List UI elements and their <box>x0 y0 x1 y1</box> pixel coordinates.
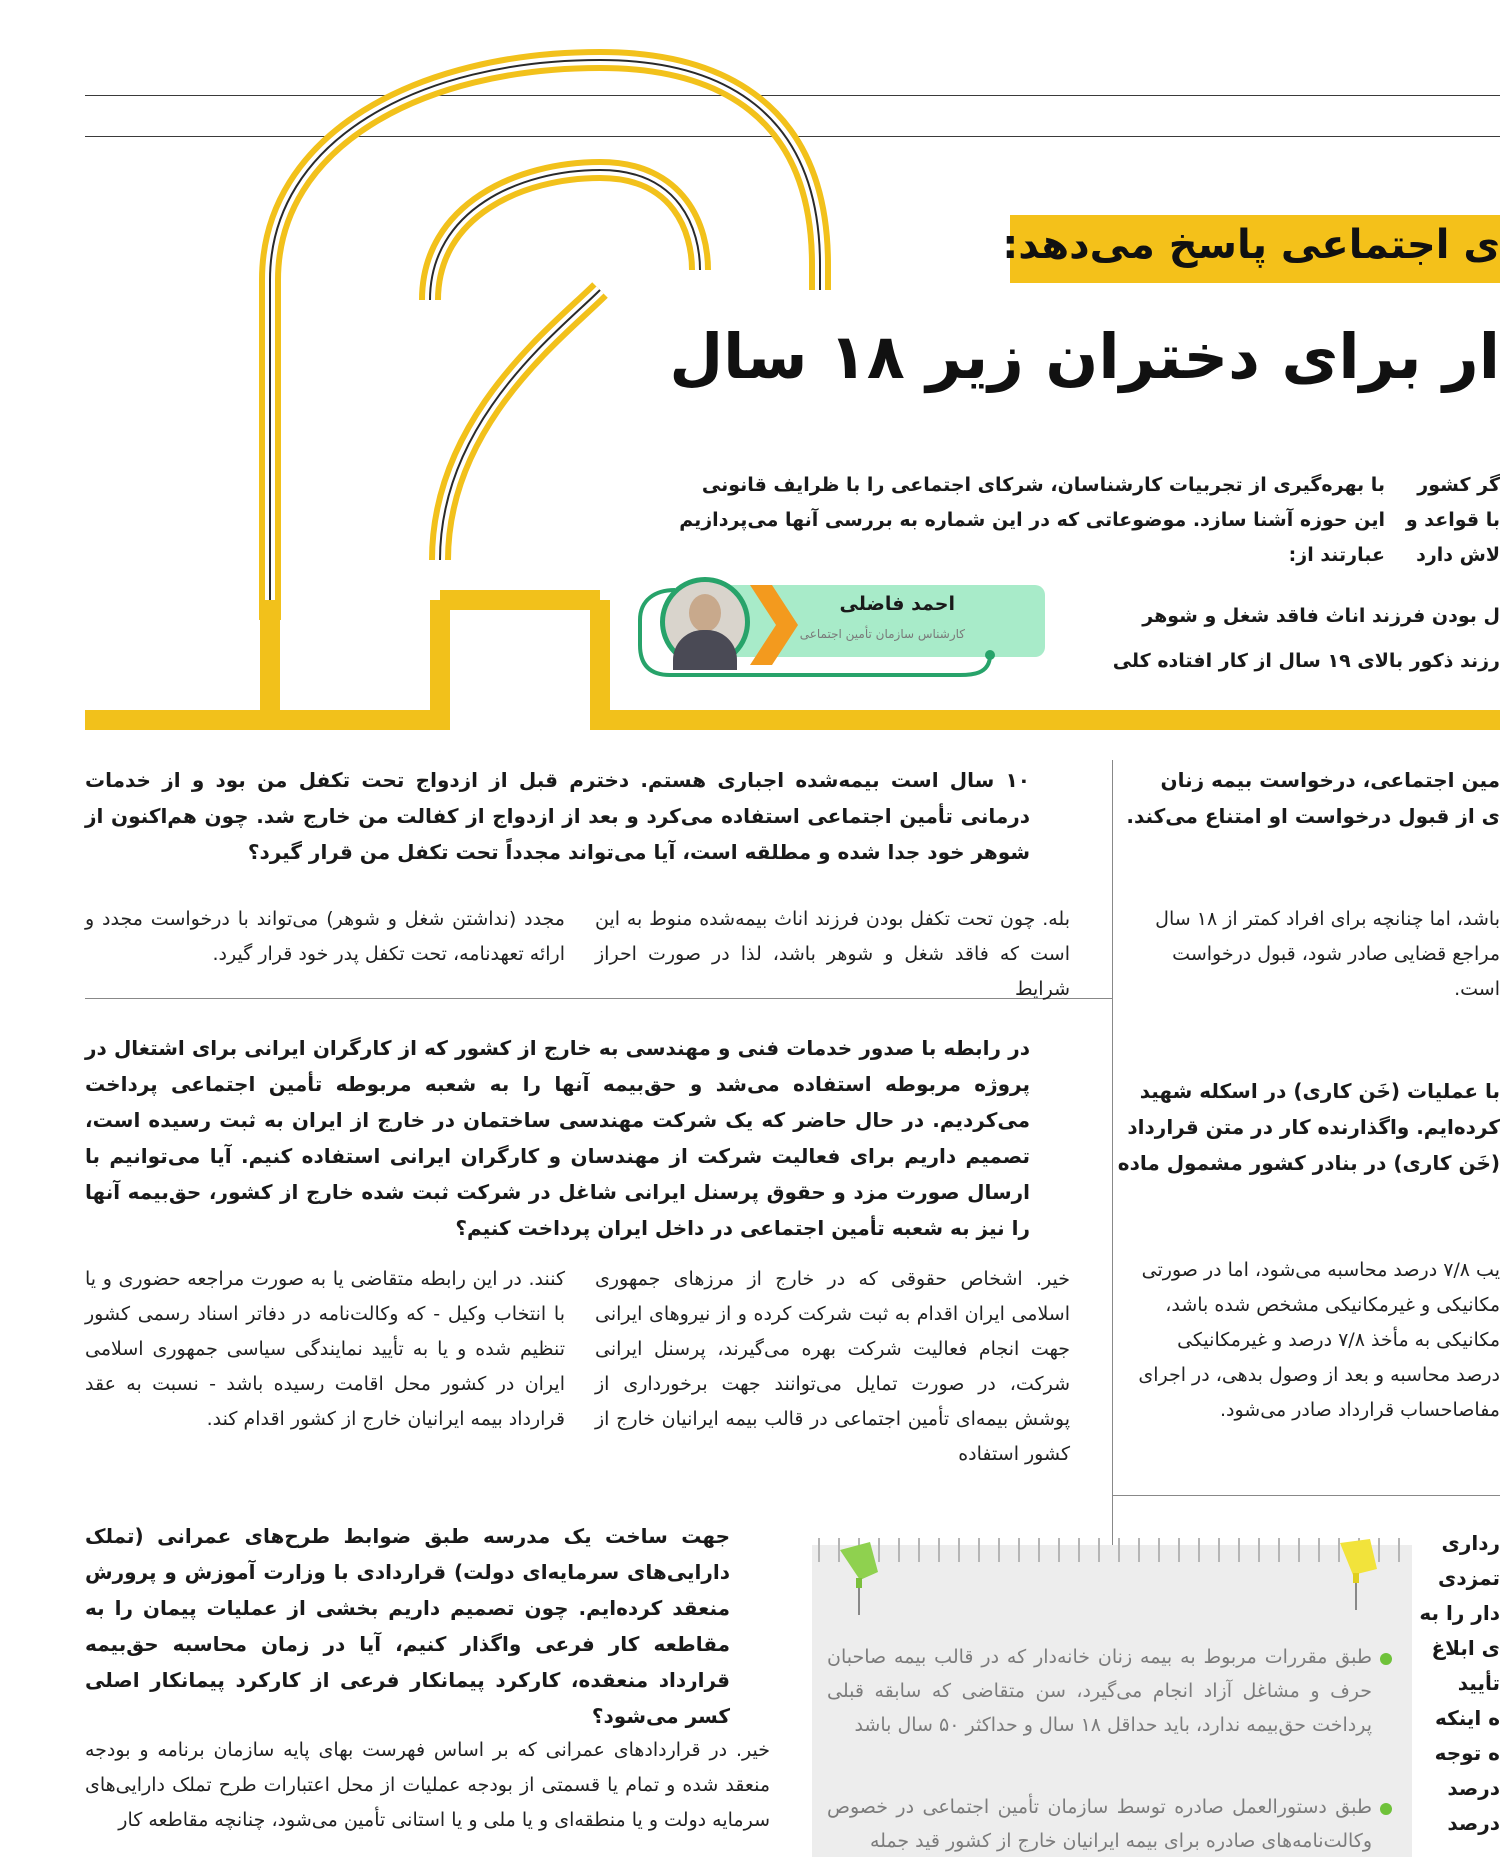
right-block2-line3: است. <box>1454 978 1500 1000</box>
section2-answer-left: کنند. در این رابطه متقاضی یا به صورت مراجعه حضوری و یا با انتخاب وکیل - که وکالت‌نامه در دفاتر اسناد رسمی کشور تنظیم شده و یا به تأیید نمایندگی سیاسی جمهوری اسلامی ایران در کشور محل اقامت رسیده باشد - نسبت به عقد قرارداد بیمه ایرانیان خارج از کشور اقدام کند. <box>85 1268 565 1430</box>
subtitle-banner-text: ی اجتماعی پاسخ می‌دهد: <box>1002 222 1500 268</box>
intro-right-3: لاش دارد <box>1416 544 1500 566</box>
section1-answer-left: مجدد (نداشتن شغل و شوهر) می‌تواند با درخواست مجدد و ارائه تعهدنامه، تحت تکفل پدر خود قرار گیرد. <box>85 908 565 965</box>
section2-answer-right: خیر. اشخاص حقوقی که در خارج از مرزهای جمهوری اسلامی ایران اقدام به ثبت شرکت کرده و از نیروهای ایرانی جهت انجام فعالیت شرکت بهره می‌گیرند، پرسنل ایرانی شرکت، در صورت تمایل می‌توانند جهت برخورداری از پوشش بیمه‌ای تأمین اجتماعی در قالب بیمه ایرانیان خارج از کشور استفاده <box>595 1268 1070 1465</box>
right-block5-line1: رداری <box>1441 1531 1500 1555</box>
intro-line-3: عبارتند از: <box>1288 544 1385 566</box>
right-block5-line8: درصد <box>1447 1776 1500 1800</box>
right-block5-line5: تأیید <box>1457 1671 1500 1695</box>
right-block1-line1: مین اجتماعی، درخواست بیمه زنان <box>1160 768 1500 792</box>
notepad-spiral <box>812 1538 1412 1562</box>
avatar-head <box>689 594 721 632</box>
yellow-pushpin-icon <box>1325 1535 1385 1615</box>
author-name: احمد فاضلی <box>839 593 955 615</box>
right-column-rule <box>1112 1495 1500 1496</box>
right-block3-line1: با عملیات (خَن کاری) در اسکله شهید <box>1139 1079 1500 1103</box>
intro-bullet-2: رزند ذکور بالای ۱۹ سال از کار افتاده کلی <box>1112 650 1500 672</box>
headline: ار برای دختران زیر ۱۸ سال <box>669 320 1500 393</box>
green-pushpin-icon <box>830 1540 890 1620</box>
intro-line-1: با بهره‌گیری از تجربیات کارشناسان، شرکای اجتماعی را با ظرایف قانونی <box>701 474 1385 496</box>
right-block5-line4: ی ابلاغ <box>1431 1636 1500 1660</box>
note-bullet-1 <box>1380 1653 1392 1665</box>
intro-line-2: این حوزه آشنا سازد. موضوعاتی که در این شماره به بررسی آنها می‌پردازیم <box>679 509 1385 531</box>
section1-answer-right: بله. چون تحت تکفل بودن فرزند اناث بیمه‌شده منوط به این است که فاقد شغل و شوهر باشد، لذا در صورت احراز شرایط <box>595 908 1070 1000</box>
right-block5-line9: درصد <box>1447 1811 1500 1835</box>
right-block4-line2: مکانیکی و غیرمکانیکی مشخص شده باشد، <box>1165 1294 1500 1316</box>
right-block3-line3: (خَن کاری) در بنادر کشور مشمول ماده <box>1117 1151 1500 1175</box>
note-item-2: طبق دستورالعمل صادره توسط سازمان تأمین اجتماعی در خصوص وکالت‌نامه‌های صادره برای بیمه ایرانیان خارج از کشور قید جمله <box>827 1796 1372 1852</box>
intro-bullet-1: ل بودن فرزند اناث فاقد شغل و شوهر <box>1142 605 1500 627</box>
avatar-body <box>673 630 737 670</box>
right-block2-line2: مراجع قضایی صادر شود، قبول درخواست <box>1172 943 1500 965</box>
right-block5-line6: ه اینکه <box>1434 1706 1500 1730</box>
right-block3-line2: کرده‌ایم. واگذارنده کار در متن قرارداد <box>1127 1115 1500 1139</box>
right-block1-line2: ی از قبول درخواست او امتناع می‌کند. <box>1126 804 1500 828</box>
right-block4-line1: یب ۷/۸ درصد محاسبه می‌شود، اما در صورتی <box>1141 1259 1500 1281</box>
right-block4-line5: مفاصاحساب قرارداد صادر می‌شود. <box>1219 1399 1500 1421</box>
note-bullet-2 <box>1380 1803 1392 1815</box>
right-block4-line4: درصد محاسبه و بعد از وصول بدهی، در اجرای <box>1138 1364 1500 1386</box>
section3-answer: خیر. در قراردادهای عمرانی که بر اساس فهرست بهای پایه سازمان برنامه و بودجه منعقد شده و تمام یا قسمتی از بودجه عملیات از محل اعتبارات طرح تملک دارایی‌های سرمایه دولت و یا منطقه‌ای و یا ملی و یا استانی تأمین می‌شود، چنانچه مقاطعه کار <box>85 1739 770 1831</box>
section1-question: ۱۰ سال است بیمه‌شده اجباری هستم. دخترم قبل از ازدواج تحت تکفل من بود و از خدمات درمانی تأمین اجتماعی استفاده می‌کرد و بعد از ازدواج از کفالت من خارج شد. چون هم‌اکنون از شوهر خود جدا شده و مطلقه است، آیا می‌تواند مجدداً تحت تکفل من قرار گیرد؟ <box>85 768 1030 864</box>
author-role: کارشناس سازمان تأمین اجتماعی <box>799 627 965 641</box>
section2-question: در رابطه با صدور خدمات فنی و مهندسی به خارج از کشور که از کارگران ایرانی برای اشتغال در پروژه مربوطه استفاده می‌شد و حق‌بیمه آنها را به شعبه مربوطه تأمین اجتماعی پرداخت می‌کردیم. در حال حاضر که یک شرکت مهندسی ساختمان در خارج از ایران به ثبت رسیده است، تصمیم داریم برای فعالیت شرکت از مهندسان و کارگران ایرانی استفاده کنیم. آیا می‌توانیم با ارسال صورت مزد و حقوق پرسنل ایرانی شاغل در شرکت ثبت شده خارج از کشور، حق‌بیمه آنها را نیز به شعبه تأمین اجتماعی در داخل ایران پرداخت کنیم؟ <box>85 1036 1030 1240</box>
note-item-1: طبق مقررات مربوط به بیمه زنان خانه‌دار که در قالب بیمه صاحبان حرف و مشاغل آزاد انجام می‌گیرد، سن متقاضی که سابقه قبلی پرداخت حق‌بیمه ندارد، باید حداقل ۱۸ سال و حداکثر ۵۰ سال باشد <box>827 1646 1372 1736</box>
right-block5-line2: تمزدی <box>1438 1566 1500 1590</box>
intro-right-1: گر کشور <box>1417 474 1500 496</box>
intro-right-2: با قواعد و <box>1405 509 1500 531</box>
author-avatar <box>660 577 750 667</box>
right-block5-line7: ه توجه <box>1434 1741 1500 1765</box>
notepad <box>812 1545 1412 1857</box>
right-block5-line3: دار را به <box>1419 1601 1500 1625</box>
right-block4-line3: مکانیکی به مأخذ ۷/۸ درصد و غیرمکانیکی <box>1177 1329 1500 1351</box>
section3-question: جهت ساخت یک مدرسه طبق ضوابط طرح‌های عمرانی (تملک دارایی‌های سرمایه‌ای دولت) قراردادی با وزارت آموزش و پرورش منعقد کرده‌ایم. چون تصمیم داریم بخشی از عملیات پیمان را به مقاطعه کار فرعی واگذار کنیم، آیا در زمان محاسبه حق‌بیمه قرارداد منعقده، کارکرد پیمانکار فرعی از کارکرد پیمانکار اصلی کسر می‌شود؟ <box>85 1524 730 1728</box>
right-block2-line1: باشد، اما چنانچه برای افراد کمتر از ۱۸ سال <box>1155 908 1500 930</box>
